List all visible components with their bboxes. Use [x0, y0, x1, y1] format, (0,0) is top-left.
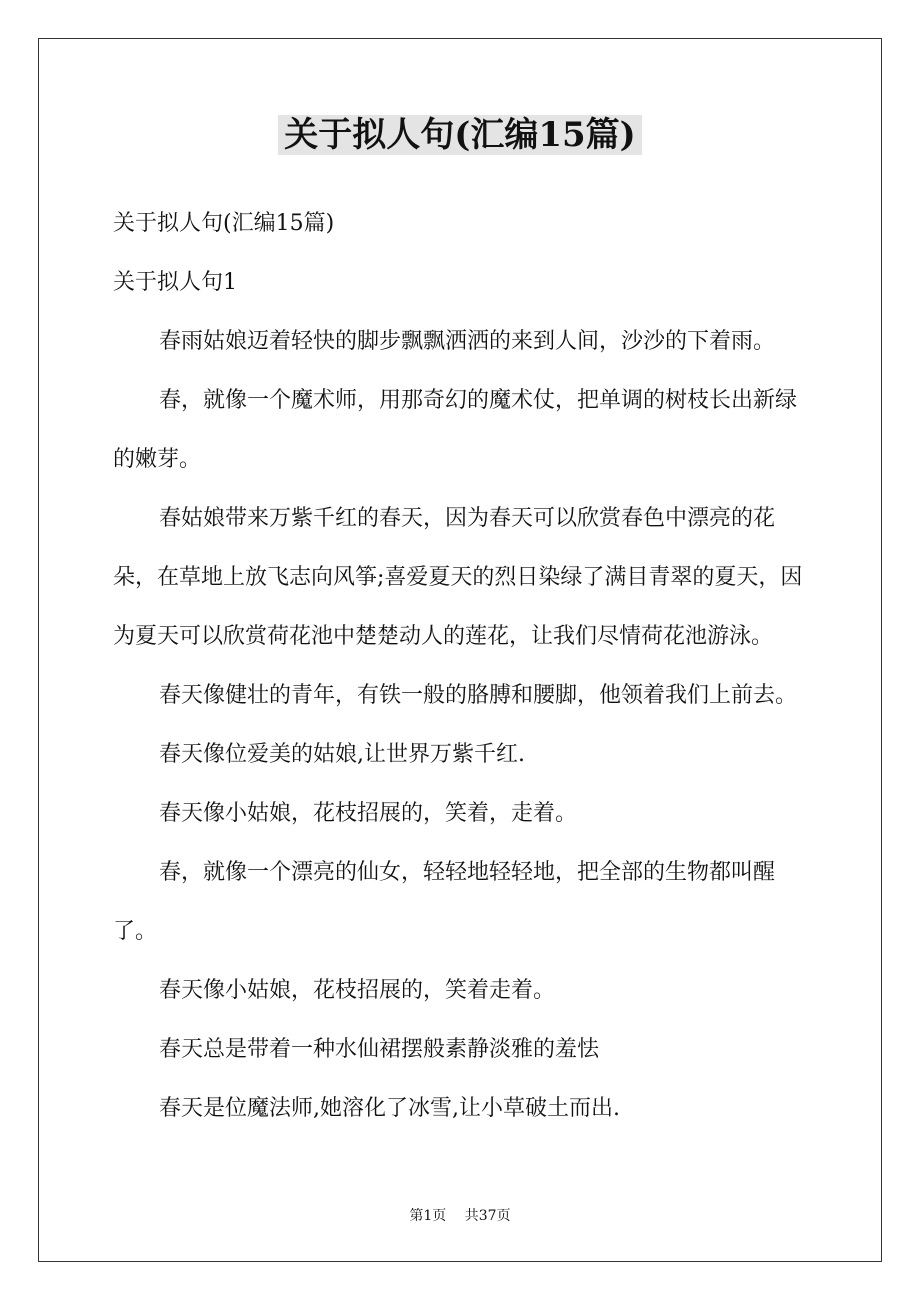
paragraph: 春，就像一个漂亮的仙女，轻轻地轻轻地，把全部的生物都叫醒了。 [113, 860, 776, 944]
document-title [0, 110, 920, 160]
paragraph-section-heading: 关于拟人句1 [113, 270, 237, 295]
page-total: 共37页 [464, 1208, 511, 1224]
page-number: 第1页 [409, 1208, 447, 1224]
paragraph: 春天总是带着一种水仙裙摆般素静淡雅的羞怯 [159, 1037, 600, 1062]
paragraph: 春天是位魔法师,她溶化了冰雪,让小草破土而出. [159, 1096, 620, 1121]
paragraph: 春天像小姑娘，花枝招展的，笑着，走着。 [159, 801, 578, 826]
paragraph: 春天像小姑娘，花枝招展的，笑着走着。 [159, 978, 556, 1003]
paragraph: 春天像健壮的青年，有铁一般的胳膊和腰脚，他领着我们上前去。 [159, 683, 798, 708]
document-body [113, 194, 807, 1138]
paragraph-subtitle: 关于拟人句(汇编15篇) [113, 211, 335, 236]
paragraph: 春雨姑娘迈着轻快的脚步飘飘洒洒的来到人间，沙沙的下着雨。 [159, 329, 776, 354]
page-footer [0, 1206, 920, 1226]
document-title-text: 关于拟人句(汇编15篇) [278, 115, 642, 155]
paragraph: 春姑娘带来万紫千红的春天，因为春天可以欣赏春色中漂亮的花朵，在草地上放飞志向风筝;喜爱夏天的烈日染绿了满目青翠的夏天，因为夏天可以欣赏荷花池中楚楚动人的莲花，让我们尽情荷花池游泳。 [113, 506, 803, 649]
paragraph: 春，就像一个魔术师，用那奇幻的魔术仗，把单调的树枝长出新绿的嫩芽。 [113, 388, 798, 472]
paragraph: 春天像位爱美的姑娘,让世界万紫千红. [159, 742, 525, 767]
